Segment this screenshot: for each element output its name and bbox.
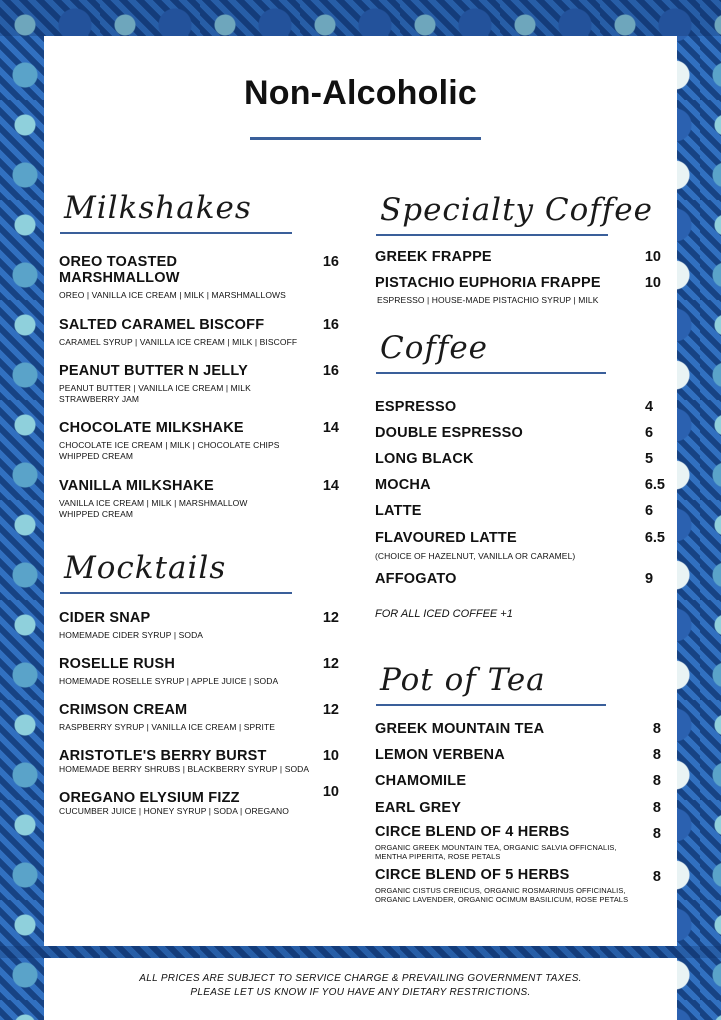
- menu-item: [59, 784, 339, 817]
- item-price: 14: [322, 420, 339, 436]
- item-description: ESPRESSO | HOUSE-MADE PISTACHIO SYRUP | MILK: [377, 295, 599, 305]
- menu-item: [375, 503, 665, 519]
- item-name: CRIMSON CREAM: [59, 702, 188, 718]
- item-name: FLAVOURED LATTE: [375, 530, 517, 546]
- item-name: OREGANO ELYSIUM FIZZ: [59, 790, 240, 806]
- item-name: GREEK MOUNTAIN TEA: [375, 721, 545, 737]
- item-price: 8: [652, 773, 661, 789]
- item-description: HOMEMADE BERRY SHRUBS | BLACKBERRY SYRUP | SODA: [59, 764, 310, 774]
- menu-item: [59, 702, 339, 733]
- item-name: CIRCE BLEND OF 4 HERBS: [375, 824, 570, 840]
- iced-coffee-note: FOR ALL ICED COFFEE +1: [375, 608, 513, 620]
- coffee-list: [375, 399, 665, 629]
- item-price: 5: [645, 451, 654, 467]
- item-description: ORGANIC GREEK MOUNTAIN TEA, ORGANIC SALVIA OFFICNALIS, MENTHA PIPERITA, ROSE PETALS: [375, 843, 617, 861]
- tile-background-top: [0, 0, 721, 36]
- tea-list: [375, 721, 661, 911]
- item-description: CHOCOLATE ICE CREAM | MILK | CHOCOLATE CHIPS WHIPPED CREAM: [59, 440, 280, 461]
- item-name: MOCHA: [375, 477, 431, 493]
- menu-item: [59, 363, 339, 405]
- item-price: 8: [652, 826, 661, 842]
- item-price: 8: [652, 721, 661, 737]
- milkshake-list: [59, 254, 339, 554]
- item-name: AFFOGATO: [375, 571, 457, 587]
- item-name: DOUBLE ESPRESSO: [375, 425, 524, 441]
- item-name: CIRCE BLEND OF 5 HERBS: [375, 867, 570, 883]
- menu-item: [375, 571, 665, 587]
- menu-item: [375, 530, 665, 562]
- menu-item: [375, 747, 661, 763]
- section-heading-pot-of-tea: Pot of Tea: [380, 662, 546, 698]
- item-description: RASPBERRY SYRUP | VANILLA ICE CREAM | SPRITE: [59, 722, 276, 732]
- section-heading-coffee: Coffee: [380, 330, 489, 366]
- section-specialty-coffee: [376, 190, 656, 236]
- item-price: 14: [322, 478, 339, 494]
- item-price: 6: [645, 503, 654, 519]
- menu-item: [375, 425, 665, 441]
- item-price: 12: [322, 702, 339, 718]
- item-name: CHOCOLATE MILKSHAKE: [59, 420, 244, 436]
- item-name: CHAMOMILE: [375, 773, 467, 789]
- item-price: 16: [322, 317, 339, 333]
- item-price: 12: [322, 610, 339, 626]
- menu-item: [375, 249, 661, 265]
- section-pot-of-tea: [376, 660, 656, 706]
- page-title: Non-Alcoholic: [243, 74, 478, 112]
- item-description: (CHOICE OF HAZELNUT, VANILLA OR CARAMEL): [375, 551, 576, 561]
- specialty-coffee-list: [375, 249, 661, 319]
- section-underline: [376, 372, 606, 374]
- mocktail-list: [59, 610, 339, 850]
- section-heading-milkshakes: Milkshakes: [64, 190, 252, 226]
- item-price: 6.5: [644, 477, 665, 493]
- menu-item: [375, 773, 661, 789]
- item-description: VANILLA ICE CREAM | MILK | MARSHMALLOW WHIPPED CREAM: [59, 498, 248, 519]
- item-name: LATTE: [375, 503, 422, 519]
- section-underline: [376, 704, 606, 706]
- item-price: 6: [645, 425, 654, 441]
- section-underline: [376, 234, 608, 236]
- menu-item: [59, 656, 339, 687]
- item-price: 8: [652, 869, 661, 885]
- menu-item: [375, 721, 661, 737]
- item-price: 8: [652, 747, 661, 763]
- footer-line-1: ALL PRICES ARE SUBJECT TO SERVICE CHARGE & PREVAILING GOVERNMENT TAXES.: [139, 973, 582, 984]
- item-description: OREO | VANILLA ICE CREAM | MILK | MARSHMALLOWS: [59, 290, 286, 300]
- section-milkshakes: [60, 188, 340, 234]
- menu-item: [375, 824, 661, 861]
- item-name: ESPRESSO: [375, 399, 457, 415]
- item-name: GREEK FRAPPE: [375, 249, 492, 265]
- menu-item: [59, 317, 339, 348]
- menu-item: [375, 451, 665, 467]
- item-price: 8: [652, 800, 661, 816]
- section-heading-mocktails: Mocktails: [64, 550, 227, 586]
- section-underline: [60, 592, 292, 594]
- menu-item: [375, 800, 661, 816]
- item-price: 10: [322, 784, 339, 800]
- section-mocktails: [60, 548, 340, 594]
- item-name: OREO TOASTED MARSHMALLOW: [59, 254, 180, 286]
- item-description: ORGANIC CISTUS CREIICUS, ORGANIC ROSMARINUS OFFICINALIS, ORGANIC LAVENDER, ORGANIC OCIMUM BASILICUM, ROSE PETALS: [375, 886, 629, 904]
- item-name: SALTED CARAMEL BISCOFF: [59, 317, 265, 333]
- item-price: 10: [322, 748, 339, 764]
- item-price: 16: [322, 254, 339, 270]
- item-description: PEANUT BUTTER | VANILLA ICE CREAM | MILK STRAWBERRY JAM: [59, 383, 251, 404]
- menu-page: [44, 36, 677, 946]
- item-price: 10: [644, 275, 661, 291]
- menu-item: [375, 275, 661, 306]
- item-price: 9: [645, 571, 654, 587]
- menu-item: [59, 748, 339, 775]
- item-price: 12: [322, 656, 339, 672]
- menu-item: [375, 867, 661, 904]
- section-underline: [60, 232, 292, 234]
- section-heading-specialty-coffee: Specialty Coffee: [380, 192, 653, 228]
- item-name: LONG BLACK: [375, 451, 474, 467]
- item-price: 6.5: [644, 530, 665, 546]
- item-description: HOMEMADE CIDER SYRUP | SODA: [59, 630, 204, 640]
- item-name: PEANUT BUTTER N JELLY: [59, 363, 248, 379]
- menu-item: [375, 477, 665, 493]
- item-price: 10: [644, 249, 661, 265]
- item-name: PISTACHIO EUPHORIA FRAPPE: [375, 275, 601, 291]
- section-coffee: [376, 328, 656, 374]
- item-name: EARL GREY: [375, 800, 462, 816]
- item-description: HOMEMADE ROSELLE SYRUP | APPLE JUICE | SODA: [59, 676, 279, 686]
- tile-background-bottom: [0, 946, 721, 958]
- item-name: ROSELLE RUSH: [59, 656, 175, 672]
- menu-item: [59, 478, 339, 520]
- footer: [44, 958, 677, 1020]
- item-name: CIDER SNAP: [59, 610, 151, 626]
- footer-line-2: PLEASE LET US KNOW IF YOU HAVE ANY DIETARY RESTRICTIONS.: [190, 987, 531, 998]
- item-name: VANILLA MILKSHAKE: [59, 478, 214, 494]
- item-price: 4: [645, 399, 654, 415]
- menu-item: [375, 399, 665, 415]
- menu-item: [59, 254, 339, 301]
- item-price: 16: [322, 363, 339, 379]
- item-description: CUCUMBER JUICE | HONEY SYRUP | SODA | OREGANO: [59, 806, 289, 816]
- title-underline: [250, 137, 481, 140]
- item-description: CARAMEL SYRUP | VANILLA ICE CREAM | MILK | BISCOFF: [59, 337, 298, 347]
- menu-item: [59, 420, 339, 462]
- menu-item: [59, 610, 339, 641]
- item-name: ARISTOTLE'S BERRY BURST: [59, 748, 267, 764]
- item-name: LEMON VERBENA: [375, 747, 505, 763]
